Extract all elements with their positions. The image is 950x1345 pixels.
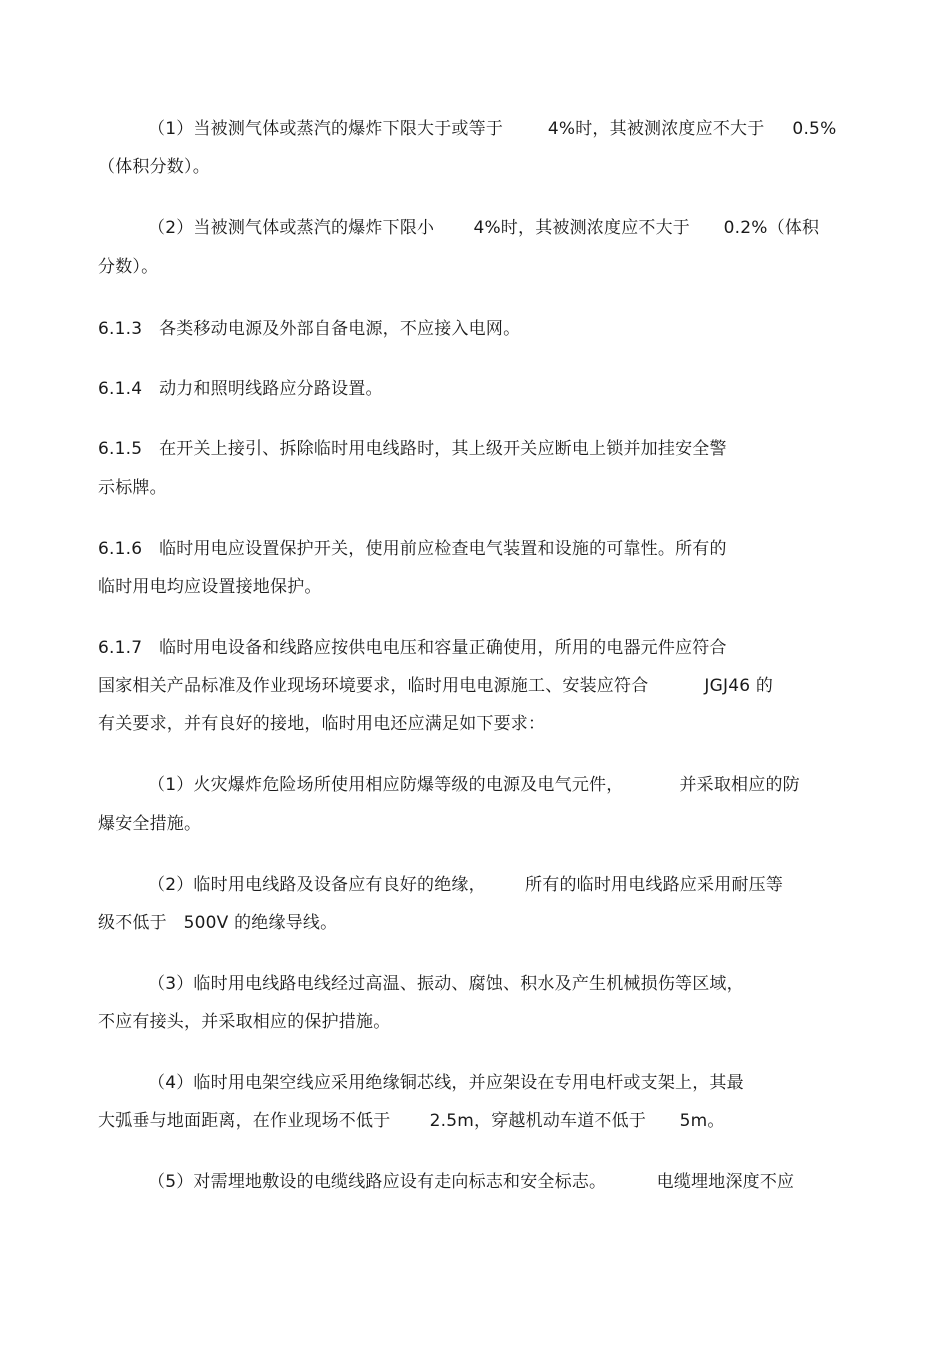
text-line: 临时用电均应设置接地保护。	[98, 577, 322, 597]
text-line: 大弧垂与地面距离，在作业现场不低于 2.5m，穿越机动车道不低于 5m。	[98, 1111, 725, 1131]
text-line: 6.1.5 在开关上接引、拆除临时用电线路时，其上级开关应断电上锁并加挂安全警	[98, 439, 727, 459]
text-line: 6.1.6 临时用电应设置保护开关，使用前应检查电气装置和设施的可靠性。所有的	[98, 539, 727, 559]
text-line: （1）当被测气体或蒸汽的爆炸下限大于或等于 4%时，其被测浓度应不大于 0.5%	[148, 119, 837, 139]
text-line: 爆安全措施。	[98, 814, 202, 834]
text-line: 不应有接头，并采取相应的保护措施。	[98, 1012, 391, 1032]
text-line: （3）临时用电线路电线经过高温、振动、腐蚀、积水及产生机械损伤等区域，	[148, 974, 744, 994]
text-line: 分数）。	[98, 257, 159, 277]
text-line: （2）当被测气体或蒸汽的爆炸下限小 4%时，其被测浓度应不大于 0.2%（体积	[148, 218, 820, 238]
text-line: 6.1.4 动力和照明线路应分路设置。	[98, 379, 383, 399]
text-line: 6.1.7 临时用电设备和线路应按供电电压和容量正确使用，所用的电器元件应符合	[98, 638, 727, 658]
text-line: 6.1.3 各类移动电源及外部自备电源，不应接入电网。	[98, 319, 521, 339]
text-line: 示标牌。	[98, 478, 167, 498]
text-line: （1）火灾爆炸危险场所使用相应防爆等级的电源及电气元件， 并采取相应的防	[148, 775, 800, 795]
text-line: 国家相关产品标准及作业现场环境要求，临时用电电源施工、安装应符合 JGJ46 的	[98, 676, 774, 696]
text-line: 有关要求，并有良好的接地，临时用电还应满足如下要求：	[98, 714, 546, 734]
text-line: 级不低于 500V 的绝缘导线。	[98, 913, 338, 933]
text-line: （体积分数）。	[98, 157, 210, 177]
text-line: （2）临时用电线路及设备应有良好的绝缘， 所有的临时用电线路应采用耐压等	[148, 875, 784, 895]
text-line: （4）临时用电架空线应采用绝缘铜芯线，并应架设在专用电杆或支架上，其最	[148, 1073, 744, 1093]
text-line: （5）对需埋地敷设的电缆线路应设有走向标志和安全标志。 电缆埋地深度不应	[148, 1172, 795, 1192]
